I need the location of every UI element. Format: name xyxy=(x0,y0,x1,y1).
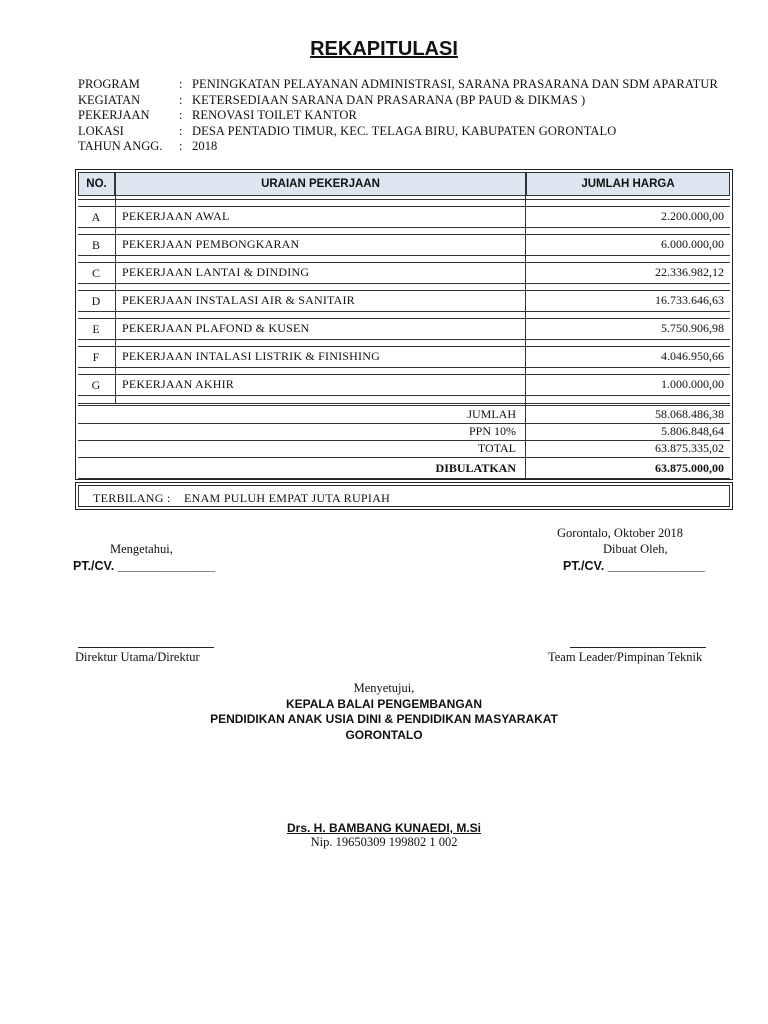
info-program xyxy=(78,77,718,93)
summary-amount: 63.875.335,02 xyxy=(655,441,724,455)
right-role: Team Leader/Pimpinan Teknik xyxy=(548,650,703,664)
row-no: B xyxy=(91,238,100,252)
row-no: C xyxy=(91,266,100,280)
row-amount: 4.046.950,66 xyxy=(661,349,724,363)
row-no: G xyxy=(91,378,101,392)
info-value: RENOVASI TOILET KANTOR xyxy=(192,108,357,123)
divider xyxy=(78,403,730,404)
right-company: PT./CV. ______________ xyxy=(563,559,706,573)
info-pekerjaan xyxy=(78,108,718,124)
info-value: KETERSEDIAAN SARANA DAN PRASARANA (BP PAUD & DIKMAS ) xyxy=(192,92,586,107)
info-key: KEGIATAN xyxy=(78,92,141,107)
divider xyxy=(78,395,730,396)
info-colon: : xyxy=(179,139,183,154)
info-key: PEKERJAAN xyxy=(78,108,150,123)
info-lokasi xyxy=(78,124,718,140)
info-value: PENINGKATAN PELAYANAN ADMINISTRASI, SARANA PRASARANA DAN SDM APARATUR xyxy=(192,77,718,91)
approver-name: Drs. H. BAMBANG KUNAEDI, M.Si xyxy=(286,821,481,835)
approval-caption: Menyetujui, xyxy=(353,681,415,695)
row-desc: PEKERJAAN PLAFOND & KUSEN xyxy=(122,321,310,335)
divider xyxy=(78,234,730,235)
terbilang-value: ENAM PULUH EMPAT JUTA RUPIAH xyxy=(184,491,391,505)
divider xyxy=(78,478,730,479)
divider xyxy=(78,262,730,263)
left-company: PT./CV. ______________ xyxy=(73,559,216,573)
divider xyxy=(78,318,730,319)
divider xyxy=(78,339,730,340)
summary-amount: 63.875.000,00 xyxy=(655,461,724,475)
row-amount: 6.000.000,00 xyxy=(661,237,724,251)
left-role: Direktur Utama/Direktur xyxy=(75,650,200,664)
divider xyxy=(78,457,730,458)
row-amount: 22.336.982,12 xyxy=(655,265,724,279)
info-tahun xyxy=(78,139,718,155)
row-amount: 2.200.000,00 xyxy=(661,209,724,223)
terbilang-frame xyxy=(78,485,730,507)
terbilang-box xyxy=(75,482,733,510)
divider xyxy=(78,206,730,207)
project-info xyxy=(78,77,718,155)
header-desc: URAIAN PEKERJAAN xyxy=(115,172,526,196)
row-no: E xyxy=(92,322,100,336)
divider xyxy=(78,374,730,375)
row-desc: PEKERJAAN PEMBONGKARAN xyxy=(122,237,300,251)
info-colon: : xyxy=(179,108,183,123)
document-title: REKAPITULASI xyxy=(310,38,458,60)
info-value: 2018 xyxy=(192,139,218,154)
approver-nip: Nip. 19650309 199802 1 002 xyxy=(310,835,458,849)
info-key: PROGRAM xyxy=(78,77,140,91)
right-signature-line xyxy=(570,647,706,648)
row-desc: PEKERJAAN LANTAI & DINDING xyxy=(122,265,310,279)
approval-line-3: GORONTALO xyxy=(345,728,423,742)
place-date: Gorontalo, Oktober 2018 xyxy=(557,526,684,540)
row-desc: PEKERJAAN AWAL xyxy=(122,209,230,223)
divider xyxy=(78,423,730,424)
right-caption: Dibuat Oleh, xyxy=(603,542,668,556)
approval-line-2: PENDIDIKAN ANAK USIA DINI & PENDIDIKAN MASYARAKAT xyxy=(210,712,558,726)
info-key: LOKASI xyxy=(78,123,124,138)
info-colon: : xyxy=(179,92,183,107)
table-header xyxy=(78,172,730,196)
divider xyxy=(78,199,730,200)
row-amount: 16.733.646,63 xyxy=(655,293,724,307)
header-amount: JUMLAH HARGA xyxy=(526,172,730,196)
row-desc: PEKERJAAN INTALASI LISTRIK & FINISHING xyxy=(122,349,380,363)
divider xyxy=(78,227,730,228)
summary-amount: 58.068.486,38 xyxy=(655,407,724,421)
divider xyxy=(78,290,730,291)
summary-label: PPN 10% xyxy=(468,424,516,438)
divider xyxy=(78,346,730,347)
row-amount: 5.750.906,98 xyxy=(661,321,724,335)
summary-amount: 5.806.848,64 xyxy=(661,424,724,438)
row-desc: PEKERJAAN INSTALASI AIR & SANITAIR xyxy=(122,293,355,307)
divider xyxy=(78,440,730,441)
row-no: F xyxy=(92,350,100,364)
divider xyxy=(78,311,730,312)
approval-line-1: KEPALA BALAI PENGEMBANGAN xyxy=(285,697,482,711)
divider xyxy=(78,405,730,406)
recap-table xyxy=(75,169,733,480)
header-no: NO. xyxy=(78,172,115,196)
left-signature-line xyxy=(78,647,214,648)
summary-label: DIBULATKAN xyxy=(435,461,516,475)
divider xyxy=(78,283,730,284)
info-kegiatan xyxy=(78,93,718,109)
row-amount: 1.000.000,00 xyxy=(661,377,724,391)
divider xyxy=(78,255,730,256)
summary-label: TOTAL xyxy=(477,441,516,455)
summary-label: JUMLAH xyxy=(467,407,516,421)
left-caption: Mengetahui, xyxy=(110,542,173,556)
divider xyxy=(525,196,526,479)
row-no: D xyxy=(91,294,101,308)
info-colon: : xyxy=(179,123,183,138)
divider xyxy=(78,367,730,368)
terbilang-label: TERBILANG : xyxy=(93,491,171,505)
row-desc: PEKERJAAN AKHIR xyxy=(122,377,235,391)
info-key: TAHUN ANGG. xyxy=(78,139,163,154)
info-colon: : xyxy=(179,77,183,91)
row-no: A xyxy=(91,210,101,224)
info-value: DESA PENTADIO TIMUR, KEC. TELAGA BIRU, KABUPATEN GORONTALO xyxy=(192,123,617,138)
